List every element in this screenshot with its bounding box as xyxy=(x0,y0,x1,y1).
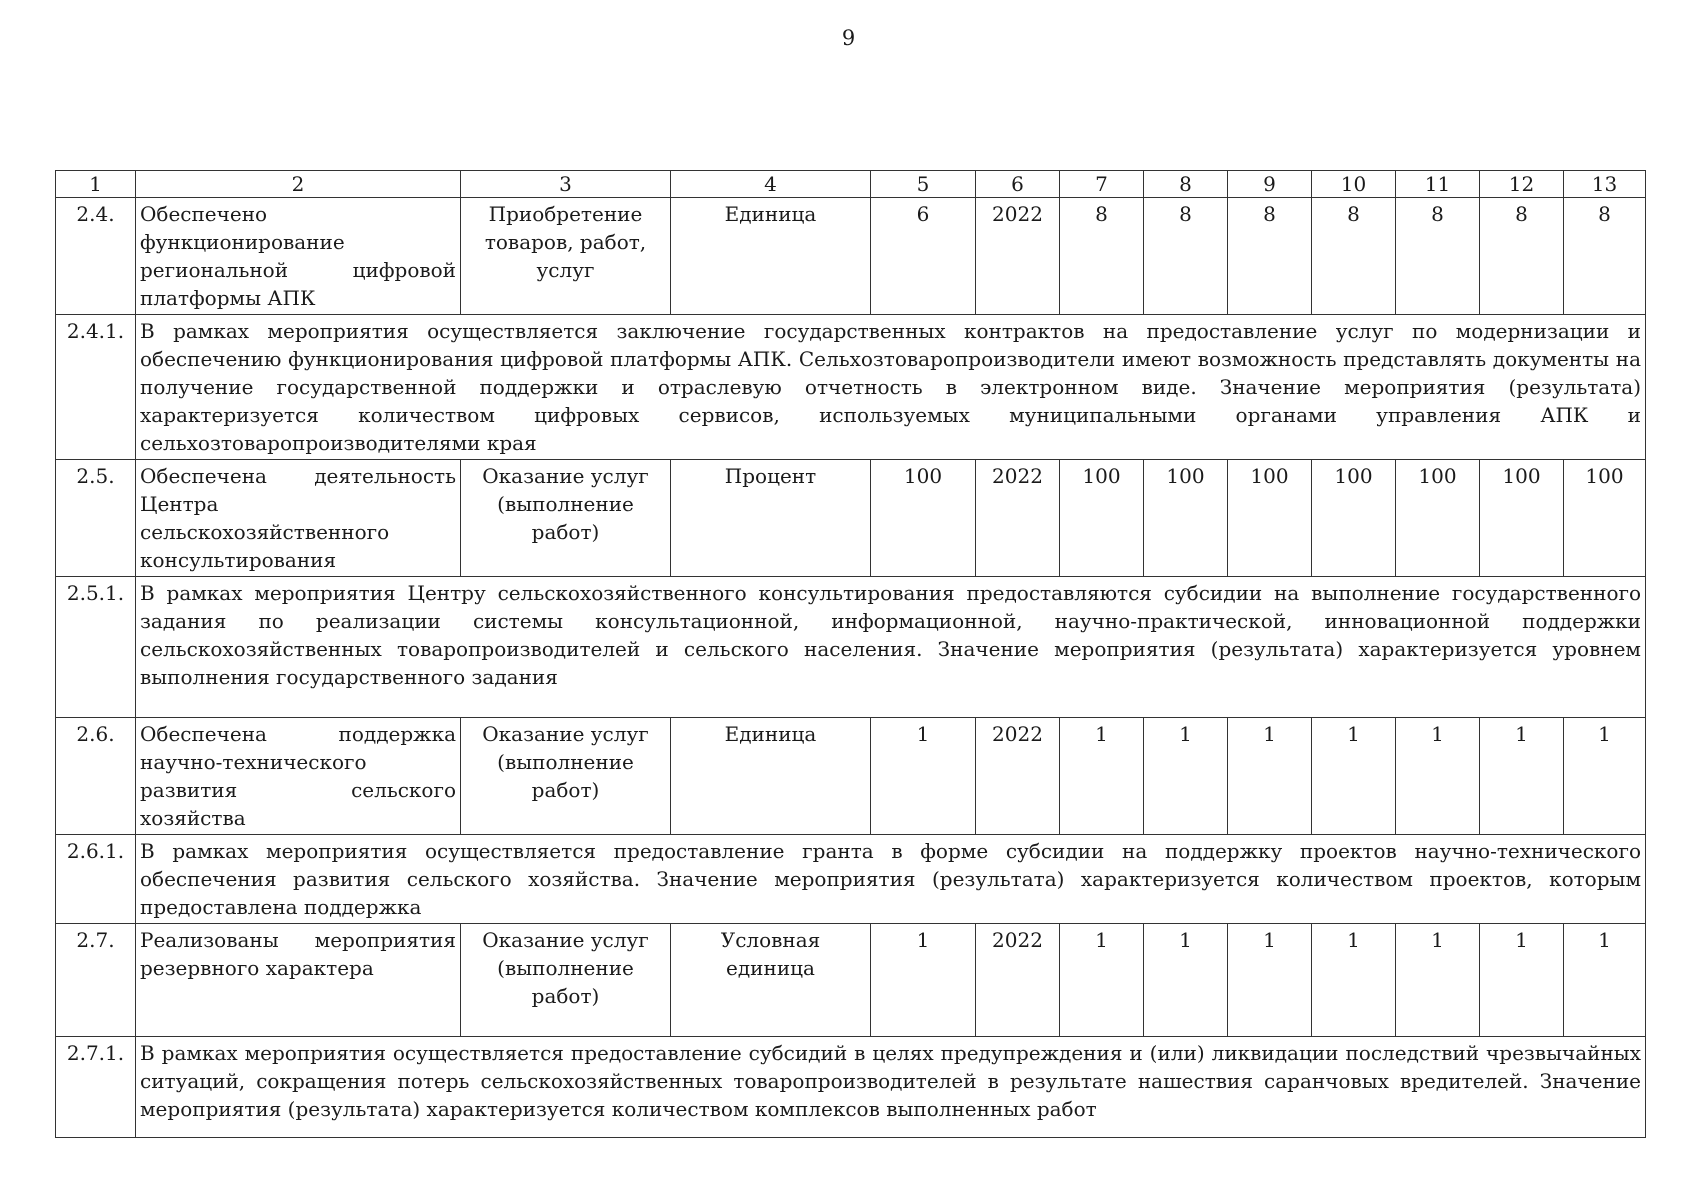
measure-description: В рамках мероприятия осуществляется предоставление субсидий в целях предупреждения и (или) ликвидации последствий чрезвычайных ситуаций, сокращения потерь сельскохозяйственных товаропроизводителей в результате нашествия саранчовых вредителей. Значение мероприятия (результата) характеризуется количеством комплексов выполненных работ xyxy=(136,1037,1646,1138)
year-value: 1 xyxy=(1144,718,1228,835)
measures-table xyxy=(55,170,1646,1138)
column-number: 10 xyxy=(1312,171,1396,198)
year-value: 1 xyxy=(1396,924,1480,1037)
year-value: 8 xyxy=(1564,198,1646,315)
description-row xyxy=(56,315,1646,460)
base-value: 1 xyxy=(871,924,976,1037)
base-value: 1 xyxy=(871,718,976,835)
year-value: 1 xyxy=(1228,718,1312,835)
measure-row xyxy=(56,198,1646,315)
row-id: 2.5.1. xyxy=(56,577,136,718)
base-year: 2022 xyxy=(976,460,1060,577)
measure-description: В рамках мероприятия осуществляется заключение государственных контрактов на предоставление услуг по модернизации и обеспечению функционирования цифровой платформы АПК. Сельхозтоваропроизводители имеют возможность представлять документы на получение государственной поддержки и отраслевую отчетность в электронном виде. Значение мероприятия (результата) характеризуется количеством цифровых сервисов, используемых муниципальными органами управления АПК и сельхозтоваропроизводителями края xyxy=(136,315,1646,460)
year-value: 1 xyxy=(1480,718,1564,835)
row-id: 2.6.1. xyxy=(56,835,136,924)
year-value: 100 xyxy=(1144,460,1228,577)
measure-row xyxy=(56,718,1646,835)
measure-type: Оказание услуг (выполнение работ) xyxy=(461,924,671,1037)
measure-row xyxy=(56,460,1646,577)
year-value: 100 xyxy=(1228,460,1312,577)
measure-unit: Единица xyxy=(671,198,871,315)
year-value: 8 xyxy=(1228,198,1312,315)
measure-unit: Единица xyxy=(671,718,871,835)
row-id: 2.7. xyxy=(56,924,136,1037)
year-value: 1 xyxy=(1228,924,1312,1037)
base-value: 100 xyxy=(871,460,976,577)
year-value: 1 xyxy=(1396,718,1480,835)
column-number: 6 xyxy=(976,171,1060,198)
column-number: 9 xyxy=(1228,171,1312,198)
year-value: 100 xyxy=(1564,460,1646,577)
column-number: 13 xyxy=(1564,171,1646,198)
measure-description: В рамках мероприятия Центру сельскохозяйственного консультирования предоставляются субсидии на выполнение государственного задания по реализации системы консультационной, информационной, научно-практической, инновационной поддержки сельскохозяйственных товаропроизводителей и сельского населения. Значение мероприятия (результата) характеризуется уровнем выполнения государственного задания xyxy=(136,577,1646,718)
column-number: 1 xyxy=(56,171,136,198)
description-row xyxy=(56,1037,1646,1138)
measure-type: Оказание услуг (выполнение работ) xyxy=(461,718,671,835)
measure-unit: Процент xyxy=(671,460,871,577)
year-value: 8 xyxy=(1060,198,1144,315)
year-value: 1 xyxy=(1564,924,1646,1037)
measure-unit: Условная единица xyxy=(671,924,871,1037)
description-row xyxy=(56,577,1646,718)
column-number: 7 xyxy=(1060,171,1144,198)
description-row xyxy=(56,835,1646,924)
column-number: 5 xyxy=(871,171,976,198)
measure-name: Обеспечена поддержка научно-технического развития сельского хозяйства xyxy=(136,718,461,835)
page-number: 9 xyxy=(841,26,856,50)
year-value: 8 xyxy=(1312,198,1396,315)
row-id: 2.4.1. xyxy=(56,315,136,460)
row-id: 2.5. xyxy=(56,460,136,577)
row-id: 2.7.1. xyxy=(56,1037,136,1138)
year-value: 1 xyxy=(1564,718,1646,835)
measure-type: Приобретение товаров, работ, услуг xyxy=(461,198,671,315)
measure-type: Оказание услуг (выполнение работ) xyxy=(461,460,671,577)
year-value: 100 xyxy=(1396,460,1480,577)
year-value: 8 xyxy=(1396,198,1480,315)
base-year: 2022 xyxy=(976,198,1060,315)
year-value: 1 xyxy=(1144,924,1228,1037)
year-value: 1 xyxy=(1060,718,1144,835)
measure-name: Реализованы мероприятия резервного характера xyxy=(136,924,461,1037)
year-value: 1 xyxy=(1060,924,1144,1037)
column-number: 2 xyxy=(136,171,461,198)
column-number: 4 xyxy=(671,171,871,198)
column-number: 8 xyxy=(1144,171,1228,198)
base-year: 2022 xyxy=(976,718,1060,835)
year-value: 8 xyxy=(1480,198,1564,315)
base-year: 2022 xyxy=(976,924,1060,1037)
row-id: 2.6. xyxy=(56,718,136,835)
column-number: 11 xyxy=(1396,171,1480,198)
year-value: 100 xyxy=(1312,460,1396,577)
measure-row xyxy=(56,924,1646,1037)
year-value: 1 xyxy=(1312,924,1396,1037)
measure-name: Обеспечено функционирование региональной цифровой платформы АПК xyxy=(136,198,461,315)
year-value: 1 xyxy=(1480,924,1564,1037)
measure-name: Обеспечена деятельность Центра сельскохозяйственного консультирования xyxy=(136,460,461,577)
base-value: 6 xyxy=(871,198,976,315)
column-number: 12 xyxy=(1480,171,1564,198)
row-id: 2.4. xyxy=(56,198,136,315)
measure-description: В рамках мероприятия осуществляется предоставление гранта в форме субсидии на поддержку проектов научно-технического обеспечения развития сельского хозяйства. Значение мероприятия (результата) характеризуется количеством проектов, которым предоставлена поддержка xyxy=(136,835,1646,924)
column-numbers-row xyxy=(56,171,1646,198)
year-value: 1 xyxy=(1312,718,1396,835)
year-value: 100 xyxy=(1060,460,1144,577)
year-value: 8 xyxy=(1144,198,1228,315)
year-value: 100 xyxy=(1480,460,1564,577)
column-number: 3 xyxy=(461,171,671,198)
